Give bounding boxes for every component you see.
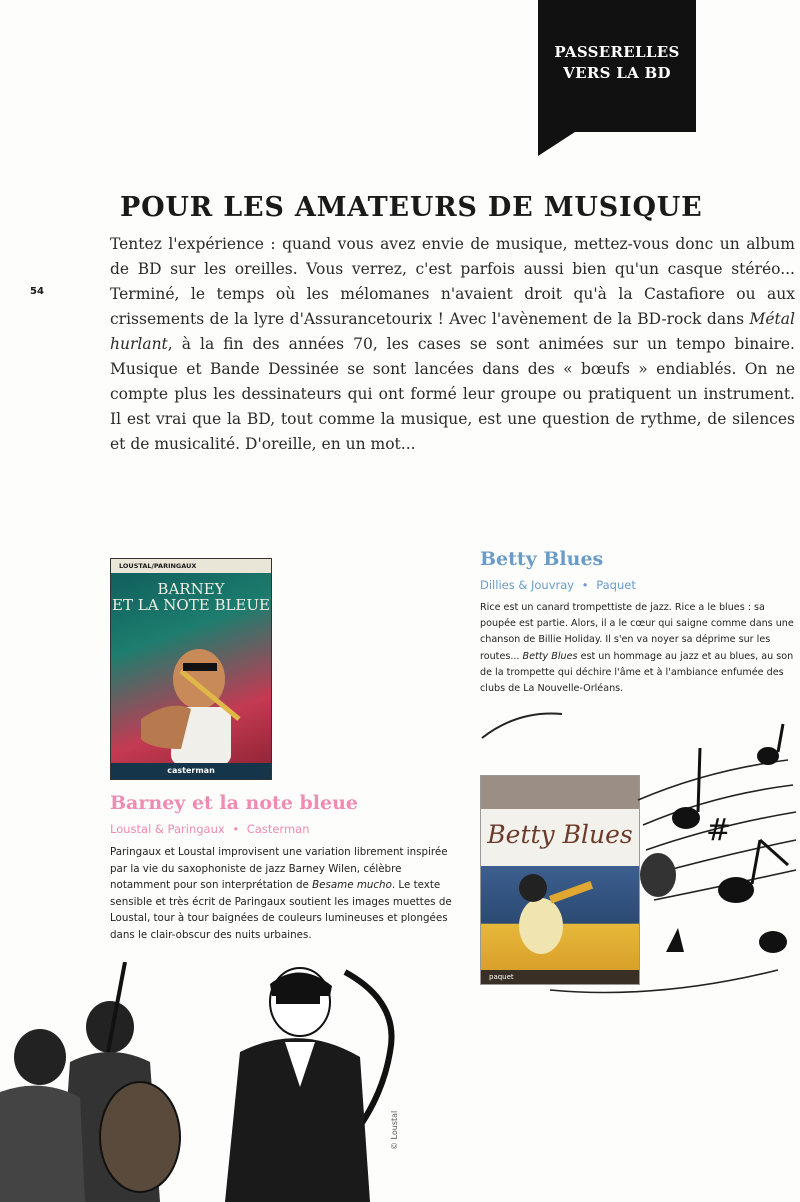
barney-cover-art (111, 559, 271, 779)
music-notes-illustration (478, 700, 798, 1020)
barney-cover-title-line1: BARNEY (157, 580, 225, 598)
barney-cover (110, 558, 272, 780)
illustration-credit: © Loustal (390, 1110, 399, 1150)
barney-description (110, 844, 455, 943)
betty-desc-italic: Betty Blues (522, 650, 578, 662)
barney-desc-italic: Besame mucho (312, 879, 392, 891)
betty-authors: Dillies & Jouvray (480, 578, 575, 592)
intro-italic: Métal hurlant (110, 310, 795, 353)
betty-title: Betty Blues (480, 548, 604, 570)
betty-desc-2: est un hommage au jazz et au blues, au son de la trompette qui déchire l'âme et à l'ambiance enfumée des clubs de La Nouvelle-Orléans. (480, 650, 794, 695)
svg-text:#: # (706, 813, 732, 848)
section-tag-line1: PASSERELLES (554, 43, 680, 61)
betty-description (480, 600, 796, 697)
section-tag-line2: VERS LA BD (563, 64, 671, 82)
section-tag (538, 42, 696, 84)
barney-desc-2: . Le texte sensible et très écrit de Paringaux soutient les images muettes de Loustal, tour à tour baignées de couleurs lumineuses et plongées dans le clair-obscur des nuits urbaines. (110, 879, 452, 941)
intro-text-2: , à la fin des années 70, les cases se sont animées sur un tempo binaire. Musique et Bande Dessinée se sont lancées dans des « bœufs » endiablés. On ne compte plus les dessinateurs qui ont formé leur groupe ou pratiquent un instrument. Il est vrai que la BD, tout comme la musique, est une question de rythme, de silences et de musicalité. D'oreille, en un mot... (110, 335, 795, 453)
meta-separator: • (232, 822, 240, 836)
barney-cover-title-line2: ET LA NOTE BLEUE (112, 596, 270, 614)
intro-paragraph (110, 232, 795, 457)
betty-desc-1: Rice est un canard trompettiste de jazz. Rice a le blues : sa poupée est partie. Alors, il a le cœur qui saigne comme dans une chanson de Billie Holiday. Il s'en va noyer sa déprime sur les routes... (480, 602, 794, 662)
barney-cover-publisher: casterman (111, 763, 271, 779)
betty-meta (480, 578, 636, 592)
section-tag-tail (538, 130, 578, 156)
meta-separator: • (581, 578, 589, 592)
barney-meta (110, 822, 310, 836)
betty-cover-publisher: paquet (481, 970, 639, 984)
section-title: POUR LES AMATEURS DE MUSIQUE (120, 192, 703, 223)
barney-desc-1: Paringaux et Loustal improvisent une variation librement inspirée par la vie du saxophoniste de jazz Barney Wilen, célèbre notamment pour son interprétation de (110, 846, 448, 891)
betty-cover-title: Betty Blues (487, 820, 633, 849)
barney-cover-header: LOUSTAL/PARINGAUX (111, 559, 271, 573)
barney-publisher: Casterman (246, 822, 310, 836)
jazz-band-illustration (0, 962, 420, 1202)
barney-authors: Loustal & Paringaux (110, 822, 225, 836)
barney-title: Barney et la note bleue (110, 792, 359, 814)
page-number: 54 (30, 286, 44, 297)
intro-text-1: Tentez l'expérience : quand vous avez envie de musique, mettez-vous donc un album de BD sur les oreilles. Vous verrez, c'est parfois aussi bien qu'un casque stéréo... Terminé, le temps où les mélomanes n'avaient droit qu'à la Castafiore ou aux crissements de la lyre d'Assurancetourix ! Avec l'avènement de la BD-rock dans (110, 235, 795, 328)
betty-publisher: Paquet (596, 578, 636, 592)
